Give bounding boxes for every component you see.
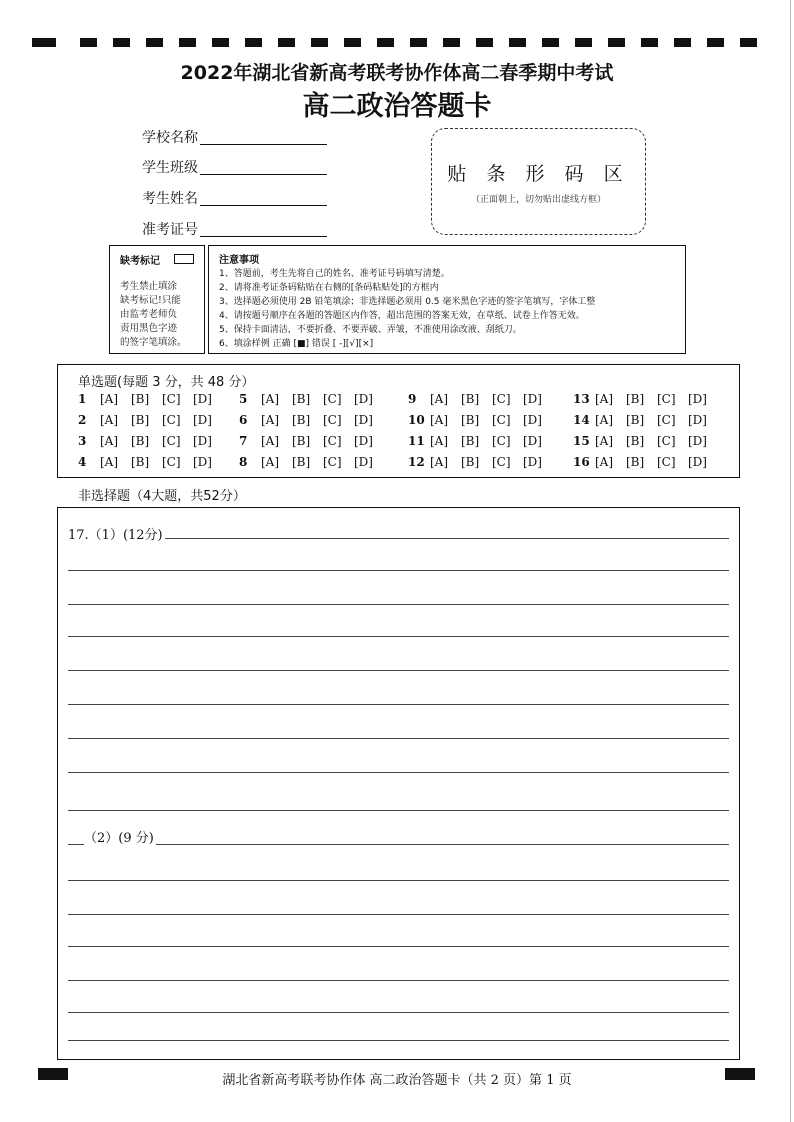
question-number: 2: [78, 413, 87, 427]
answer-bubble[interactable]: [B]: [292, 392, 311, 406]
answer-bubble[interactable]: [C]: [492, 455, 511, 469]
student-name-field[interactable]: [142, 188, 198, 208]
alignment-mark: [674, 38, 691, 47]
question-16: [573, 455, 719, 469]
question-12: [408, 455, 554, 469]
non-choice-heading: 非选择题（4大题，共52分）: [78, 489, 246, 504]
answer-line: [68, 570, 729, 571]
question-9: [408, 392, 554, 406]
answer-line: [68, 810, 729, 811]
question-10: [408, 413, 554, 427]
absent-mark-box: [109, 245, 205, 354]
answer-bubble[interactable]: [B]: [292, 455, 311, 469]
absent-line: 的签字笔填涂。: [120, 337, 187, 348]
question-number: 4: [78, 455, 87, 469]
alignment-mark: [179, 38, 196, 47]
answer-bubble[interactable]: [C]: [162, 413, 181, 427]
question-8: [239, 455, 385, 469]
answer-line: [68, 738, 729, 739]
answer-bubble[interactable]: [C]: [162, 455, 181, 469]
school-name-line[interactable]: [200, 144, 327, 145]
question-number: 9: [408, 392, 417, 406]
answer-line: [68, 636, 729, 637]
answer-bubble[interactable]: [C]: [162, 392, 181, 406]
school-name-label: 学校名称: [142, 130, 198, 146]
alignment-mark: [476, 38, 493, 47]
alignment-mark: [542, 38, 559, 47]
answer-bubble[interactable]: [B]: [461, 413, 480, 427]
class-line[interactable]: [200, 174, 327, 175]
answer-bubble[interactable]: [C]: [657, 392, 676, 406]
question-11: [408, 434, 554, 448]
single-choice-heading: 单选题(每题 3 分，共 48 分）: [78, 375, 255, 390]
answer-bubble[interactable]: [B]: [626, 392, 645, 406]
answer-bubble[interactable]: [D]: [688, 392, 707, 406]
answer-bubble[interactable]: [D]: [193, 434, 212, 448]
question-2: [78, 413, 224, 427]
answer-bubble[interactable]: [D]: [193, 455, 212, 469]
answer-line: [68, 880, 729, 881]
answer-bubble[interactable]: [D]: [688, 455, 707, 469]
answer-bubble[interactable]: [B]: [626, 413, 645, 427]
answer-bubble[interactable]: [A]: [430, 434, 449, 448]
question-5: [239, 392, 385, 406]
notes-line: 2、请将准考证条码粘贴在右侧的[条码粘贴处]的方框内: [219, 283, 439, 293]
answer-bubble[interactable]: [A]: [595, 392, 614, 406]
question-6: [239, 413, 385, 427]
answer-bubble[interactable]: [B]: [131, 392, 150, 406]
exam-number-line[interactable]: [200, 236, 327, 237]
alignment-mark: [212, 38, 229, 47]
question-number: 6: [239, 413, 248, 427]
top-alignment-marks: [32, 38, 757, 48]
student-name-line[interactable]: [200, 205, 327, 206]
answer-bubble[interactable]: [D]: [193, 413, 212, 427]
answer-line: [68, 604, 729, 605]
question-4: [78, 455, 224, 469]
page-footer: 湖北省新高考联考协作体 高二政治答题卡（共 2 页）第 1 页: [222, 1073, 572, 1088]
answer-bubble[interactable]: [A]: [430, 455, 449, 469]
question-number: 12: [408, 455, 425, 469]
alignment-mark: [575, 38, 592, 47]
answer-bubble[interactable]: [D]: [688, 434, 707, 448]
question-14: [573, 413, 719, 427]
absent-mark-checkbox[interactable]: [174, 254, 194, 264]
answer-bubble[interactable]: [C]: [323, 392, 342, 406]
answer-bubble[interactable]: [A]: [430, 413, 449, 427]
barcode-hint: （正面朝上，切勿贴出虚线方框）: [470, 195, 606, 205]
answer-bubble[interactable]: [C]: [657, 455, 676, 469]
class-field[interactable]: [142, 157, 198, 177]
answer-bubble[interactable]: [D]: [523, 455, 542, 469]
answer-line: [68, 704, 729, 705]
answer-bubble[interactable]: [A]: [595, 413, 614, 427]
answer-line: [68, 538, 729, 539]
alignment-mark: [344, 38, 361, 47]
answer-bubble[interactable]: [D]: [523, 434, 542, 448]
answer-bubble[interactable]: [B]: [131, 455, 150, 469]
answer-bubble[interactable]: [B]: [131, 413, 150, 427]
answer-line: [68, 946, 729, 947]
answer-bubble[interactable]: [D]: [523, 392, 542, 406]
answer-bubble[interactable]: [B]: [292, 434, 311, 448]
alignment-mark: [410, 38, 427, 47]
page-edge-line: [790, 0, 791, 1122]
question-number: 11: [408, 434, 425, 448]
answer-bubble[interactable]: [D]: [688, 413, 707, 427]
question-number: 1: [78, 392, 87, 406]
question-number: 15: [573, 434, 590, 448]
answer-bubble[interactable]: [A]: [261, 392, 280, 406]
answer-line: [68, 914, 729, 915]
question-1: [78, 392, 224, 406]
answer-bubble[interactable]: [B]: [461, 392, 480, 406]
notes-box: [208, 245, 686, 354]
alignment-mark: [641, 38, 658, 47]
notes-heading: 注意事项: [219, 255, 259, 266]
answer-bubble[interactable]: [D]: [193, 392, 212, 406]
school-name-field[interactable]: [142, 127, 198, 147]
notes-line: 4、请按题号顺序在各题的答题区内作答，超出范围的答案无效，在草纸、试卷上作答无效。: [219, 311, 585, 321]
alignment-mark: [113, 38, 130, 47]
question-number: 5: [239, 392, 248, 406]
answer-bubble[interactable]: [A]: [430, 392, 449, 406]
question-17-part1-label: 17.（1）(12分): [68, 524, 165, 543]
question-number: 13: [573, 392, 590, 406]
question-number: 3: [78, 434, 87, 448]
answer-bubble[interactable]: [C]: [492, 413, 511, 427]
answer-bubble[interactable]: [C]: [492, 392, 511, 406]
answer-bubble[interactable]: [A]: [100, 392, 119, 406]
alignment-mark: [146, 38, 163, 47]
answer-bubble[interactable]: [A]: [261, 455, 280, 469]
question-13: [573, 392, 719, 406]
absent-line: 考生禁止填涂: [120, 281, 178, 292]
alignment-mark: [377, 38, 394, 47]
answer-bubble[interactable]: [D]: [354, 434, 373, 448]
question-number: 16: [573, 455, 590, 469]
question-17-part2-label: （2）(9 分): [84, 827, 156, 846]
alignment-mark: [80, 38, 97, 47]
answer-bubble[interactable]: [C]: [657, 413, 676, 427]
answer-bubble[interactable]: [B]: [131, 434, 150, 448]
answer-bubble[interactable]: [C]: [162, 434, 181, 448]
question-number: 10: [408, 413, 425, 427]
question-15: [573, 434, 719, 448]
question-number: 8: [239, 455, 248, 469]
answer-bubble[interactable]: [C]: [492, 434, 511, 448]
notes-line: 6、填涂样例 正确 [■] 错误 [ -][√][×]: [219, 339, 374, 349]
absent-mark-instructions: [120, 280, 200, 350]
answer-bubble[interactable]: [A]: [100, 434, 119, 448]
alignment-mark: [278, 38, 295, 47]
answer-bubble[interactable]: [D]: [354, 413, 373, 427]
student-name-label: 考生姓名: [142, 191, 198, 207]
answer-bubble[interactable]: [C]: [657, 434, 676, 448]
notes-line: 5、保持卡面清洁，不要折叠、不要弄破、弄皱，不准使用涂改液、刮纸刀。: [219, 325, 522, 335]
answer-bubble[interactable]: [C]: [323, 434, 342, 448]
answer-bubble[interactable]: [B]: [626, 434, 645, 448]
answer-line: [68, 772, 729, 773]
alignment-mark: [509, 38, 526, 47]
answer-bubble[interactable]: [D]: [523, 413, 542, 427]
alignment-mark: [32, 38, 56, 47]
answer-bubble[interactable]: [D]: [354, 455, 373, 469]
answer-line: [68, 1040, 729, 1041]
answer-bubble[interactable]: [B]: [292, 413, 311, 427]
answer-line: [68, 980, 729, 981]
answer-bubble[interactable]: [A]: [261, 434, 280, 448]
alignment-mark: [443, 38, 460, 47]
question-3: [78, 434, 224, 448]
exam-number-label: 准考证号: [142, 222, 198, 238]
alignment-mark: [608, 38, 625, 47]
single-choice-section: [57, 364, 740, 478]
answer-line: [68, 1012, 729, 1013]
answer-bubble[interactable]: [C]: [323, 413, 342, 427]
answer-bubble[interactable]: [A]: [595, 434, 614, 448]
alignment-mark: [245, 38, 262, 47]
question-7: [239, 434, 385, 448]
alignment-mark: [740, 38, 757, 47]
alignment-mark: [707, 38, 724, 47]
question-number: 7: [239, 434, 248, 448]
answer-bubble[interactable]: [A]: [100, 455, 119, 469]
absent-mark-heading: 缺考标记: [120, 256, 160, 267]
notes-line: 1、答题前，考生先将自己的姓名、准考证号码填写清楚。: [219, 269, 450, 279]
absent-line: 由监考老师负: [120, 309, 178, 320]
exam-title: 2022年湖北省新高考联考协作体高二春季期中考试: [180, 62, 614, 84]
answer-bubble[interactable]: [B]: [461, 455, 480, 469]
absent-line: 责用黑色字迹: [120, 323, 178, 334]
answer-line: [68, 670, 729, 671]
barcode-area: [431, 128, 646, 235]
barcode-title: 贴 条 形 码 区: [447, 163, 630, 185]
answer-bubble[interactable]: [A]: [100, 413, 119, 427]
answer-bubble[interactable]: [C]: [323, 455, 342, 469]
answer-bubble[interactable]: [B]: [626, 455, 645, 469]
answer-line: [68, 844, 729, 845]
answer-sheet-title: 高二政治答题卡: [302, 91, 492, 122]
answer-bubble[interactable]: [B]: [461, 434, 480, 448]
answer-bubble[interactable]: [A]: [595, 455, 614, 469]
class-label: 学生班级: [142, 160, 198, 176]
answer-bubble[interactable]: [D]: [354, 392, 373, 406]
answer-area[interactable]: [57, 507, 740, 1060]
answer-bubble[interactable]: [A]: [261, 413, 280, 427]
notes-line: 3、选择题必须使用 2B 铅笔填涂；非选择题必须用 0.5 毫米黑色字迹的签字笔填写，字体工整: [219, 297, 596, 307]
absent-line: 缺考标记!只能: [120, 295, 181, 306]
exam-number-field[interactable]: [142, 219, 198, 239]
question-number: 14: [573, 413, 590, 427]
alignment-mark: [311, 38, 328, 47]
